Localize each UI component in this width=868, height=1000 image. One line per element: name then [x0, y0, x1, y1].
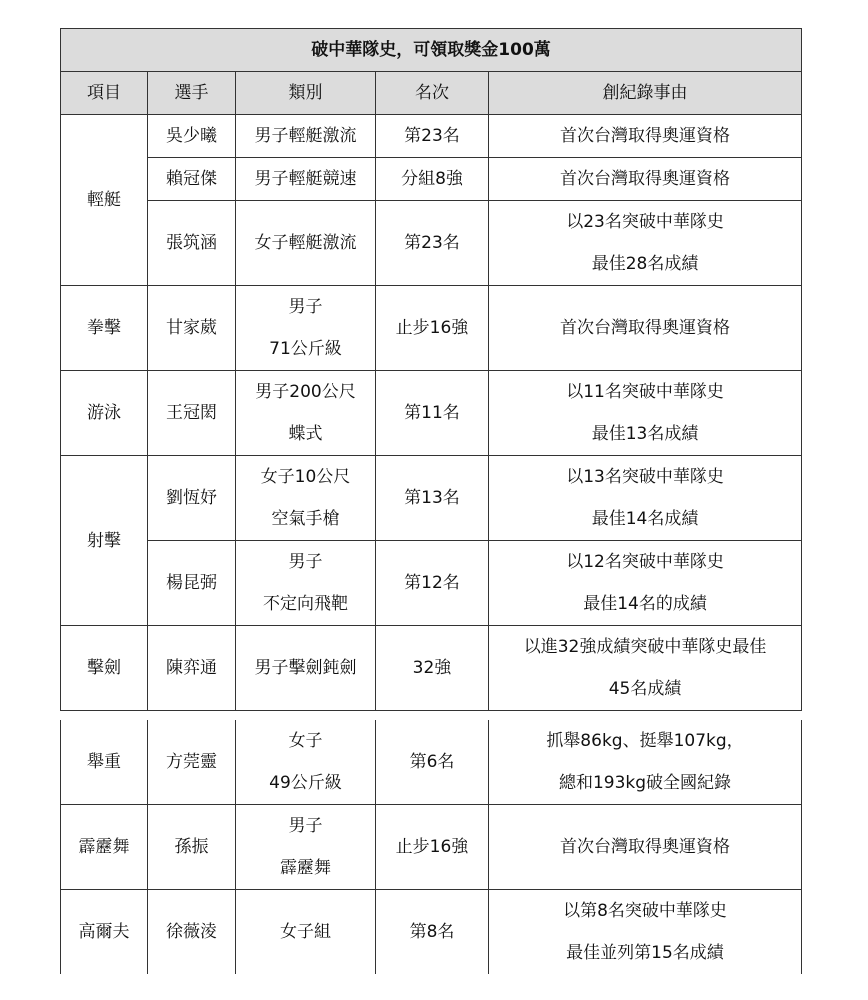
reason-line: 最佳14名的成績	[583, 594, 707, 614]
athlete-cell: 方莞靈	[148, 720, 236, 805]
rank-cell: 第23名	[376, 115, 489, 158]
reason-line: 最佳28名成績	[591, 254, 699, 274]
header-row	[61, 72, 802, 115]
category-cell: 男子輕艇競速	[236, 158, 376, 201]
reason-line: 以第8名突破中華隊史	[563, 901, 727, 921]
rank-cell: 第6名	[376, 720, 489, 805]
sport-cell: 舉重	[61, 720, 148, 805]
sport-cell: 擊劍	[61, 626, 148, 711]
reason-cell: 首次台灣取得奧運資格	[489, 115, 802, 158]
reason-line: 以23名突破中華隊史	[566, 212, 724, 232]
reason-cell	[489, 626, 802, 711]
category-cell	[236, 805, 376, 890]
category-cell	[236, 286, 376, 371]
table-row	[61, 286, 802, 371]
table-row	[61, 805, 802, 890]
sport-cell: 射擊	[61, 456, 148, 626]
category-cell	[236, 456, 376, 541]
athlete-cell: 賴冠傑	[148, 158, 236, 201]
reason-cell	[489, 201, 802, 286]
athlete-cell: 孫振	[148, 805, 236, 890]
category-line: 女子	[288, 731, 323, 751]
category-line: 男子	[288, 552, 323, 572]
athlete-cell: 楊昆弼	[148, 541, 236, 626]
rank-cell: 第23名	[376, 201, 489, 286]
table-row	[61, 541, 802, 626]
sport-cell: 霹靂舞	[61, 805, 148, 890]
rank-cell: 第8名	[376, 890, 489, 975]
category-line: 女子10公尺	[260, 467, 351, 487]
rank-cell: 第12名	[376, 541, 489, 626]
reason-line: 以進32強成績突破中華隊史最佳	[523, 637, 767, 657]
category-cell: 女子輕艇激流	[236, 201, 376, 286]
reason-line: 抓舉86kg、挺舉107kg，	[546, 731, 744, 751]
category-line: 男子200公尺	[255, 382, 356, 402]
athlete-cell: 劉恆妤	[148, 456, 236, 541]
header-athlete: 選手	[148, 72, 236, 115]
category-cell: 男子擊劍鈍劍	[236, 626, 376, 711]
category-line: 71公斤級	[269, 339, 342, 359]
reason-cell	[489, 371, 802, 456]
category-line: 男子	[288, 297, 323, 317]
table-title: 破中華隊史，可領取獎金100萬	[61, 29, 802, 72]
header-reason: 創紀錄事由	[489, 72, 802, 115]
category-cell	[236, 371, 376, 456]
header-category: 類別	[236, 72, 376, 115]
reason-line: 以12名突破中華隊史	[566, 552, 724, 572]
reason-line: 總和193kg破全國紀錄	[558, 773, 732, 793]
athlete-cell: 陳弈通	[148, 626, 236, 711]
category-line: 空氣手槍	[271, 509, 340, 529]
reason-cell	[489, 890, 802, 975]
reason-line: 以13名突破中華隊史	[566, 467, 724, 487]
athlete-cell: 張筑涵	[148, 201, 236, 286]
rank-cell: 32強	[376, 626, 489, 711]
table-title-row	[61, 29, 802, 72]
table-row	[61, 201, 802, 286]
table-row	[61, 890, 802, 975]
header-rank: 名次	[376, 72, 489, 115]
rank-cell: 第13名	[376, 456, 489, 541]
sport-cell: 拳擊	[61, 286, 148, 371]
reason-line: 最佳14名成績	[591, 509, 699, 529]
reason-line: 45名成績	[608, 679, 682, 699]
athlete-cell: 徐薇淩	[148, 890, 236, 975]
table-row	[61, 720, 802, 805]
category-line: 霹靂舞	[280, 858, 331, 878]
reason-cell	[489, 541, 802, 626]
rank-cell: 分組8強	[376, 158, 489, 201]
sport-cell: 輕艇	[61, 115, 148, 286]
table-row	[61, 158, 802, 201]
category-cell	[236, 541, 376, 626]
reason-cell: 首次台灣取得奧運資格	[489, 158, 802, 201]
category-line: 蝶式	[288, 424, 323, 444]
athlete-cell: 甘家葳	[148, 286, 236, 371]
category-cell: 男子輕艇激流	[236, 115, 376, 158]
rank-cell: 第11名	[376, 371, 489, 456]
header-sport: 項目	[61, 72, 148, 115]
reason-cell: 首次台灣取得奧運資格	[489, 805, 802, 890]
records-table-continued	[60, 720, 802, 974]
sport-cell: 游泳	[61, 371, 148, 456]
category-cell: 女子組	[236, 890, 376, 975]
reason-cell	[489, 456, 802, 541]
reason-line: 最佳並列第15名成績	[566, 943, 724, 963]
category-cell	[236, 720, 376, 805]
rank-cell: 止步16強	[376, 805, 489, 890]
table-row	[61, 456, 802, 541]
reason-line: 以11名突破中華隊史	[566, 382, 724, 402]
table-row	[61, 371, 802, 456]
reason-cell	[489, 720, 802, 805]
table-row	[61, 626, 802, 711]
sport-cell: 高爾夫	[61, 890, 148, 975]
table-row	[61, 115, 802, 158]
category-line: 不定向飛靶	[263, 594, 348, 614]
reason-line: 最佳13名成績	[591, 424, 699, 444]
reason-cell: 首次台灣取得奧運資格	[489, 286, 802, 371]
rank-cell: 止步16強	[376, 286, 489, 371]
category-line: 男子	[288, 816, 323, 836]
category-line: 49公斤級	[269, 773, 342, 793]
athlete-cell: 王冠閎	[148, 371, 236, 456]
records-table	[60, 28, 802, 711]
athlete-cell: 吳少曦	[148, 115, 236, 158]
